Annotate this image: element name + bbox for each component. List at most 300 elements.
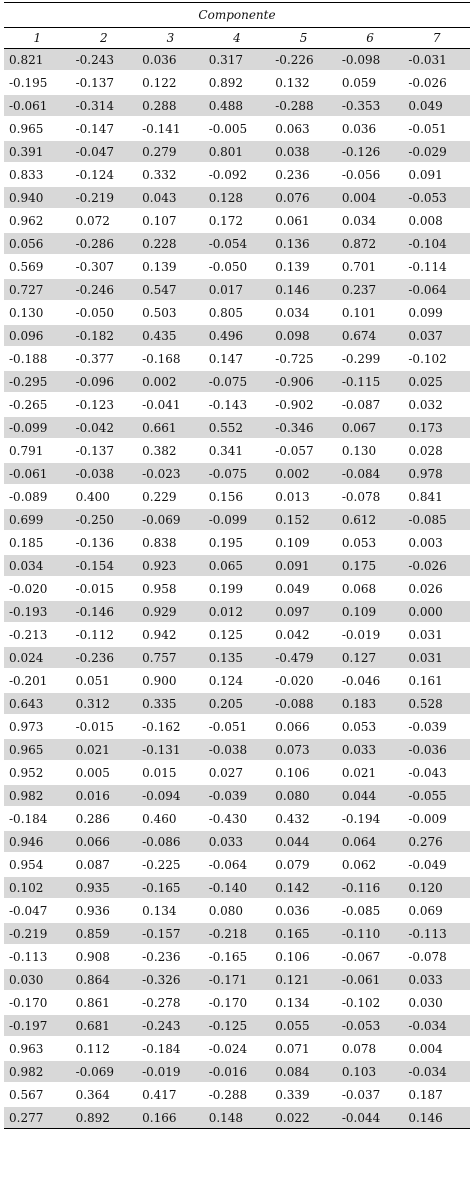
table-cell-component-7: 0.120 <box>403 876 470 899</box>
table-cell-component-6: -0.102 <box>337 991 404 1014</box>
table-cell-component-4: -0.092 <box>204 163 271 186</box>
table-cell-component-1: -0.113 <box>4 945 71 968</box>
table-row <box>4 761 470 784</box>
table-cell-component-6: 0.175 <box>337 554 404 577</box>
table-cell-component-1: 0.965 <box>4 117 71 140</box>
table-cell-component-3: 0.279 <box>137 140 204 163</box>
table-cell-component-6: 0.130 <box>337 439 404 462</box>
table-cell-component-3: -0.157 <box>137 922 204 945</box>
table-cell-component-5: 0.055 <box>270 1014 337 1037</box>
table-row <box>4 1037 470 1060</box>
table-cell-component-4: 0.341 <box>204 439 271 462</box>
table-cell-component-2: 0.021 <box>71 738 138 761</box>
table-cell-component-6: 0.053 <box>337 531 404 554</box>
table-cell-component-7: 0.008 <box>403 209 470 232</box>
table-cell-component-3: 0.139 <box>137 255 204 278</box>
table-cell-component-3: -0.236 <box>137 945 204 968</box>
table-cell-component-1: 0.821 <box>4 49 71 72</box>
table-cell-component-7: -0.043 <box>403 761 470 784</box>
table-cell-component-5: 0.084 <box>270 1060 337 1083</box>
table-cell-component-7: -0.031 <box>403 49 470 72</box>
table-cell-component-3: -0.225 <box>137 853 204 876</box>
table-row <box>4 117 470 140</box>
table-cell-component-7: 0.161 <box>403 669 470 692</box>
table-cell-component-2: 0.072 <box>71 209 138 232</box>
table-cell-component-5: 0.013 <box>270 485 337 508</box>
table-row <box>4 301 470 324</box>
table-cell-component-5: 0.073 <box>270 738 337 761</box>
table-cell-component-1: -0.197 <box>4 1014 71 1037</box>
table-cell-component-4: 0.147 <box>204 347 271 370</box>
column-header-6: 6 <box>337 28 404 49</box>
table-cell-component-5: 0.106 <box>270 945 337 968</box>
table-cell-component-4: -0.054 <box>204 232 271 255</box>
table-cell-component-5: -0.479 <box>270 646 337 669</box>
table-cell-component-3: -0.131 <box>137 738 204 761</box>
table-cell-component-4: 0.124 <box>204 669 271 692</box>
table-cell-component-7: -0.026 <box>403 71 470 94</box>
table-cell-component-2: -0.314 <box>71 94 138 117</box>
table-cell-component-6: -0.110 <box>337 922 404 945</box>
table-cell-component-2: -0.246 <box>71 278 138 301</box>
table-row <box>4 669 470 692</box>
table-cell-component-1: 0.954 <box>4 853 71 876</box>
table-cell-component-6: 0.059 <box>337 71 404 94</box>
table-cell-component-5: -0.020 <box>270 669 337 692</box>
table-cell-component-3: 0.036 <box>137 49 204 72</box>
table-cell-component-2: -0.286 <box>71 232 138 255</box>
table-cell-component-7: 0.091 <box>403 163 470 186</box>
table-cell-component-3: 0.288 <box>137 94 204 117</box>
table-cell-component-3: 0.435 <box>137 324 204 347</box>
column-header-2: 2 <box>71 28 138 49</box>
table-cell-component-6: 0.062 <box>337 853 404 876</box>
table-cell-component-7: -0.039 <box>403 715 470 738</box>
table-cell-component-1: 0.096 <box>4 324 71 347</box>
table-row <box>4 554 470 577</box>
table-cell-component-2: 0.051 <box>71 669 138 692</box>
table-cell-component-5: 0.339 <box>270 1083 337 1106</box>
table-cell-component-4: 0.892 <box>204 71 271 94</box>
table-cell-component-7: 0.031 <box>403 623 470 646</box>
table-cell-component-3: 0.043 <box>137 186 204 209</box>
table-cell-component-7: 0.025 <box>403 370 470 393</box>
table-cell-component-3: -0.141 <box>137 117 204 140</box>
table-cell-component-6: 0.004 <box>337 186 404 209</box>
column-header-3: 3 <box>137 28 204 49</box>
table-cell-component-7: -0.078 <box>403 945 470 968</box>
table-cell-component-4: -0.050 <box>204 255 271 278</box>
table-cell-component-2: 0.859 <box>71 922 138 945</box>
table-cell-component-5: 0.079 <box>270 853 337 876</box>
table-cell-component-7: 0.030 <box>403 991 470 1014</box>
table-cell-component-1: -0.170 <box>4 991 71 1014</box>
column-header-1: 1 <box>4 28 71 49</box>
table-row <box>4 853 470 876</box>
table-cell-component-5: 0.136 <box>270 232 337 255</box>
table-cell-component-1: 0.791 <box>4 439 71 462</box>
table-cell-component-3: 0.107 <box>137 209 204 232</box>
table-cell-component-1: 0.567 <box>4 1083 71 1106</box>
table-cell-component-4: 0.488 <box>204 94 271 117</box>
table-cell-component-6: 0.103 <box>337 1060 404 1083</box>
table-cell-component-5: 0.106 <box>270 761 337 784</box>
table-cell-component-3: 0.015 <box>137 761 204 784</box>
table-cell-component-6: 0.036 <box>337 117 404 140</box>
table-cell-component-1: -0.265 <box>4 393 71 416</box>
table-row <box>4 163 470 186</box>
table-cell-component-7: -0.049 <box>403 853 470 876</box>
table-cell-component-7: 0.028 <box>403 439 470 462</box>
table-cell-component-6: -0.056 <box>337 163 404 186</box>
table-cell-component-7: 0.004 <box>403 1037 470 1060</box>
table-cell-component-5: 0.049 <box>270 577 337 600</box>
table-cell-component-1: 0.277 <box>4 1106 71 1129</box>
table-cell-component-6: 0.127 <box>337 646 404 669</box>
table-cell-component-2: 0.005 <box>71 761 138 784</box>
table-cell-component-3: -0.023 <box>137 462 204 485</box>
table-cell-component-2: 0.087 <box>71 853 138 876</box>
table-cell-component-2: -0.243 <box>71 49 138 72</box>
table-cell-component-3: -0.243 <box>137 1014 204 1037</box>
table-cell-component-4: 0.080 <box>204 899 271 922</box>
table-row <box>4 393 470 416</box>
table-cell-component-2: -0.250 <box>71 508 138 531</box>
table-cell-component-7: -0.085 <box>403 508 470 531</box>
table-cell-component-4: -0.170 <box>204 991 271 1014</box>
table-cell-component-7: 0.276 <box>403 830 470 853</box>
table-cell-component-6: 0.183 <box>337 692 404 715</box>
table-cell-component-4: -0.171 <box>204 968 271 991</box>
table-cell-component-3: -0.168 <box>137 347 204 370</box>
table-row <box>4 232 470 255</box>
table-cell-component-1: 0.643 <box>4 692 71 715</box>
table-cell-component-6: -0.084 <box>337 462 404 485</box>
table-cell-component-5: 0.071 <box>270 1037 337 1060</box>
column-header-4: 4 <box>204 28 271 49</box>
table-cell-component-5: 0.139 <box>270 255 337 278</box>
table-cell-component-3: -0.184 <box>137 1037 204 1060</box>
table-cell-component-2: 0.400 <box>71 485 138 508</box>
table-cell-component-5: 0.146 <box>270 278 337 301</box>
table-cell-component-4: -0.125 <box>204 1014 271 1037</box>
table-cell-component-1: 0.034 <box>4 554 71 577</box>
table-cell-component-3: -0.086 <box>137 830 204 853</box>
table-cell-component-2: 0.861 <box>71 991 138 1014</box>
table-cell-component-7: 0.003 <box>403 531 470 554</box>
table-cell-component-7: -0.034 <box>403 1014 470 1037</box>
table-cell-component-7: 0.841 <box>403 485 470 508</box>
table-cell-component-4: 0.195 <box>204 531 271 554</box>
table-row <box>4 531 470 554</box>
table-cell-component-4: 0.148 <box>204 1106 271 1129</box>
table-cell-component-3: 0.661 <box>137 416 204 439</box>
table-cell-component-1: -0.099 <box>4 416 71 439</box>
table-cell-component-6: -0.115 <box>337 370 404 393</box>
table-cell-component-7: 0.026 <box>403 577 470 600</box>
table-cell-component-5: 0.109 <box>270 531 337 554</box>
table-cell-component-7: -0.053 <box>403 186 470 209</box>
table-cell-component-3: -0.094 <box>137 784 204 807</box>
table-cell-component-6: -0.037 <box>337 1083 404 1106</box>
table-cell-component-3: 0.166 <box>137 1106 204 1129</box>
table-cell-component-7: 0.032 <box>403 393 470 416</box>
table-cell-component-2: 0.681 <box>71 1014 138 1037</box>
table-row <box>4 71 470 94</box>
table-cell-component-5: 0.036 <box>270 899 337 922</box>
table-cell-component-6: -0.116 <box>337 876 404 899</box>
table-row <box>4 462 470 485</box>
table-cell-component-4: 0.065 <box>204 554 271 577</box>
table-row <box>4 830 470 853</box>
table-row <box>4 784 470 807</box>
table-cell-component-1: 0.024 <box>4 646 71 669</box>
table-cell-component-1: 0.056 <box>4 232 71 255</box>
table-cell-component-1: 0.833 <box>4 163 71 186</box>
table-cell-component-7: -0.055 <box>403 784 470 807</box>
table-cell-component-4: -0.064 <box>204 853 271 876</box>
table-cell-component-5: 0.066 <box>270 715 337 738</box>
table-cell-component-6: 0.053 <box>337 715 404 738</box>
table-cell-component-2: -0.069 <box>71 1060 138 1083</box>
table-cell-component-1: 0.699 <box>4 508 71 531</box>
table-cell-component-5: 0.432 <box>270 807 337 830</box>
table-cell-component-6: 0.237 <box>337 278 404 301</box>
table-cell-component-6: 0.612 <box>337 508 404 531</box>
table-cell-component-6: -0.126 <box>337 140 404 163</box>
table-cell-component-5: -0.906 <box>270 370 337 393</box>
table-cell-component-5: -0.902 <box>270 393 337 416</box>
table-row <box>4 416 470 439</box>
table-row <box>4 623 470 646</box>
table-cell-component-7: 0.187 <box>403 1083 470 1106</box>
table-cell-component-4: 0.805 <box>204 301 271 324</box>
table-cell-component-2: -0.042 <box>71 416 138 439</box>
table-cell-component-1: -0.295 <box>4 370 71 393</box>
table-cell-component-1: -0.184 <box>4 807 71 830</box>
table-cell-component-7: 0.069 <box>403 899 470 922</box>
table-cell-component-4: -0.288 <box>204 1083 271 1106</box>
table-cell-component-3: 0.002 <box>137 370 204 393</box>
table-cell-component-4: -0.430 <box>204 807 271 830</box>
table-cell-component-7: -0.114 <box>403 255 470 278</box>
table-cell-component-1: -0.201 <box>4 669 71 692</box>
table-cell-component-1: -0.188 <box>4 347 71 370</box>
table-cell-component-2: -0.015 <box>71 715 138 738</box>
table-cell-component-4: -0.143 <box>204 393 271 416</box>
table-cell-component-3: -0.041 <box>137 393 204 416</box>
table-cell-component-5: 0.091 <box>270 554 337 577</box>
table-header <box>4 3 470 49</box>
table-cell-component-2: -0.136 <box>71 531 138 554</box>
table-cell-component-3: -0.165 <box>137 876 204 899</box>
table-cell-component-6: -0.098 <box>337 49 404 72</box>
table-cell-component-6: -0.085 <box>337 899 404 922</box>
table-cell-component-4: -0.024 <box>204 1037 271 1060</box>
table-cell-component-4: 0.125 <box>204 623 271 646</box>
table-cell-component-6: 0.674 <box>337 324 404 347</box>
table-cell-component-4: 0.172 <box>204 209 271 232</box>
table-row <box>4 485 470 508</box>
table-cell-component-2: -0.236 <box>71 646 138 669</box>
table-cell-component-1: 0.030 <box>4 968 71 991</box>
table-cell-component-5: 0.002 <box>270 462 337 485</box>
table-cell-component-2: 0.364 <box>71 1083 138 1106</box>
table-cell-component-6: 0.109 <box>337 600 404 623</box>
table-row <box>4 278 470 301</box>
table-cell-component-4: -0.005 <box>204 117 271 140</box>
table-cell-component-3: -0.162 <box>137 715 204 738</box>
table-cell-component-7: -0.104 <box>403 232 470 255</box>
table-cell-component-7: -0.026 <box>403 554 470 577</box>
table-cell-component-7: -0.113 <box>403 922 470 945</box>
table-cell-component-7: 0.033 <box>403 968 470 991</box>
table-cell-component-2: 0.066 <box>71 830 138 853</box>
table-cell-component-6: 0.033 <box>337 738 404 761</box>
table-cell-component-7: -0.009 <box>403 807 470 830</box>
table-cell-component-4: -0.051 <box>204 715 271 738</box>
table-cell-component-6: -0.194 <box>337 807 404 830</box>
table-cell-component-3: -0.019 <box>137 1060 204 1083</box>
table-row <box>4 945 470 968</box>
table-cell-component-4: -0.075 <box>204 462 271 485</box>
table-row <box>4 186 470 209</box>
table-cell-component-1: -0.020 <box>4 577 71 600</box>
table-cell-component-5: 0.063 <box>270 117 337 140</box>
table-cell-component-6: 0.078 <box>337 1037 404 1060</box>
table-cell-component-4: 0.033 <box>204 830 271 853</box>
table-cell-component-3: -0.326 <box>137 968 204 991</box>
table-cell-component-5: -0.288 <box>270 94 337 117</box>
table-cell-component-4: -0.099 <box>204 508 271 531</box>
table-cell-component-4: 0.496 <box>204 324 271 347</box>
table-cell-component-4: 0.135 <box>204 646 271 669</box>
table-cell-component-4: 0.027 <box>204 761 271 784</box>
table-cell-component-2: -0.047 <box>71 140 138 163</box>
table-row <box>4 209 470 232</box>
table-cell-component-3: 0.122 <box>137 71 204 94</box>
table-row <box>4 508 470 531</box>
table-cell-component-4: -0.218 <box>204 922 271 945</box>
table-cell-component-4: 0.017 <box>204 278 271 301</box>
table-row <box>4 968 470 991</box>
table-cell-component-2: -0.050 <box>71 301 138 324</box>
table-cell-component-2: -0.137 <box>71 71 138 94</box>
table-cell-component-7: 0.049 <box>403 94 470 117</box>
table-cell-component-3: 0.503 <box>137 301 204 324</box>
table-cell-component-3: 0.332 <box>137 163 204 186</box>
table-cell-component-2: 0.908 <box>71 945 138 968</box>
table-cell-component-1: 0.962 <box>4 209 71 232</box>
table-row <box>4 1106 470 1129</box>
table-cell-component-1: 0.391 <box>4 140 71 163</box>
table-row <box>4 255 470 278</box>
table-cell-component-1: -0.193 <box>4 600 71 623</box>
table-row <box>4 922 470 945</box>
table-cell-component-2: 0.936 <box>71 899 138 922</box>
table-cell-component-5: 0.022 <box>270 1106 337 1129</box>
table-cell-component-7: -0.102 <box>403 347 470 370</box>
table-row <box>4 439 470 462</box>
table-cell-component-1: -0.061 <box>4 462 71 485</box>
table-cell-component-1: 0.982 <box>4 784 71 807</box>
table-row <box>4 600 470 623</box>
table-cell-component-5: -0.346 <box>270 416 337 439</box>
table-cell-component-6: 0.068 <box>337 577 404 600</box>
table-cell-component-3: 0.229 <box>137 485 204 508</box>
table-cell-component-7: 0.000 <box>403 600 470 623</box>
table-row <box>4 646 470 669</box>
table-cell-component-7: 0.528 <box>403 692 470 715</box>
table-row <box>4 1083 470 1106</box>
table-cell-component-7: -0.036 <box>403 738 470 761</box>
table-cell-component-7: 0.173 <box>403 416 470 439</box>
table-cell-component-2: -0.146 <box>71 600 138 623</box>
table-cell-component-5: 0.097 <box>270 600 337 623</box>
table-row <box>4 324 470 347</box>
table-cell-component-3: 0.335 <box>137 692 204 715</box>
table-cell-component-5: 0.165 <box>270 922 337 945</box>
table-body <box>4 49 470 1129</box>
table-cell-component-1: -0.089 <box>4 485 71 508</box>
table-cell-component-7: -0.051 <box>403 117 470 140</box>
table-cell-component-6: -0.046 <box>337 669 404 692</box>
table-cell-component-3: 0.417 <box>137 1083 204 1106</box>
table-cell-component-5: 0.044 <box>270 830 337 853</box>
table-cell-component-3: 0.460 <box>137 807 204 830</box>
table-cell-component-2: -0.123 <box>71 393 138 416</box>
table-row <box>4 807 470 830</box>
table-cell-component-6: 0.044 <box>337 784 404 807</box>
table-cell-component-2: 0.286 <box>71 807 138 830</box>
table-cell-component-2: -0.219 <box>71 186 138 209</box>
table-row <box>4 1014 470 1037</box>
table-cell-component-7: 0.037 <box>403 324 470 347</box>
table-cell-component-4: 0.552 <box>204 416 271 439</box>
table-cell-component-2: -0.124 <box>71 163 138 186</box>
table-cell-component-5: 0.098 <box>270 324 337 347</box>
table-cell-component-1: -0.061 <box>4 94 71 117</box>
table-cell-component-3: 0.228 <box>137 232 204 255</box>
table-cell-component-6: -0.353 <box>337 94 404 117</box>
table-cell-component-2: -0.112 <box>71 623 138 646</box>
table-cell-component-1: 0.952 <box>4 761 71 784</box>
table-cell-component-5: 0.061 <box>270 209 337 232</box>
table-cell-component-2: -0.015 <box>71 577 138 600</box>
table-cell-component-1: 0.727 <box>4 278 71 301</box>
table-cell-component-2: -0.096 <box>71 370 138 393</box>
table-cell-component-6: -0.067 <box>337 945 404 968</box>
table-cell-component-5: 0.038 <box>270 140 337 163</box>
table-cell-component-1: 0.569 <box>4 255 71 278</box>
table-cell-component-3: -0.069 <box>137 508 204 531</box>
table-cell-component-4: 0.199 <box>204 577 271 600</box>
table-cell-component-1: 0.946 <box>4 830 71 853</box>
table-cell-component-5: 0.236 <box>270 163 337 186</box>
component-loadings-table <box>4 2 470 1129</box>
table-row <box>4 991 470 1014</box>
table-cell-component-2: 0.935 <box>71 876 138 899</box>
table-cell-component-7: -0.034 <box>403 1060 470 1083</box>
table-cell-component-3: 0.923 <box>137 554 204 577</box>
table-row <box>4 577 470 600</box>
loadings-table-container <box>4 2 470 1129</box>
table-cell-component-5: 0.152 <box>270 508 337 531</box>
column-header-5: 5 <box>270 28 337 49</box>
table-cell-component-4: 0.205 <box>204 692 271 715</box>
table-cell-component-2: 0.864 <box>71 968 138 991</box>
table-cell-component-1: 0.940 <box>4 186 71 209</box>
